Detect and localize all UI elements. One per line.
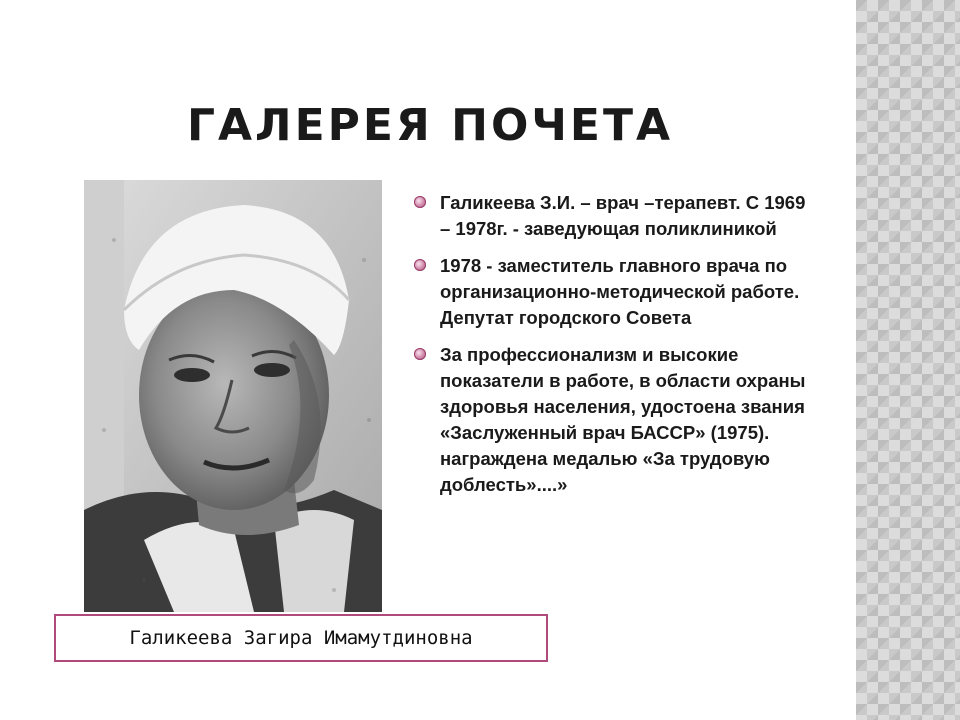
bullet-text: 1978 - заместитель главного врача по организационно-методической работе. Депутат городского Совета: [440, 255, 800, 328]
circle-bullet-icon: [414, 259, 426, 271]
list-item: [412, 253, 812, 331]
decorative-side-strip: [856, 0, 960, 720]
bullet-text: За профессионализм и высокие показатели в работе, в области охраны здоровья населения, удостоена звания «Заслуженный врач БАССР» (1975). награждена медалью «За трудовую доблесть»....»: [440, 344, 806, 495]
list-item: [412, 190, 812, 242]
circle-bullet-icon: [414, 348, 426, 360]
portrait-photo: [84, 180, 382, 612]
photo-caption: [54, 614, 548, 662]
caption-text: Галикеева Загира Имамутдиновна: [129, 627, 473, 649]
portrait-photo-drawing: [84, 180, 382, 612]
list-item: [412, 342, 812, 498]
bullet-list: [412, 190, 812, 509]
slide-title: ГАЛЕРЕЯ ПОЧЕТА: [186, 100, 674, 151]
circle-bullet-icon: [414, 196, 426, 208]
bullet-text: Галикеева З.И. – врач –терапевт. С 1969 – 1978г. - заведующая поликлиникой: [440, 192, 806, 239]
